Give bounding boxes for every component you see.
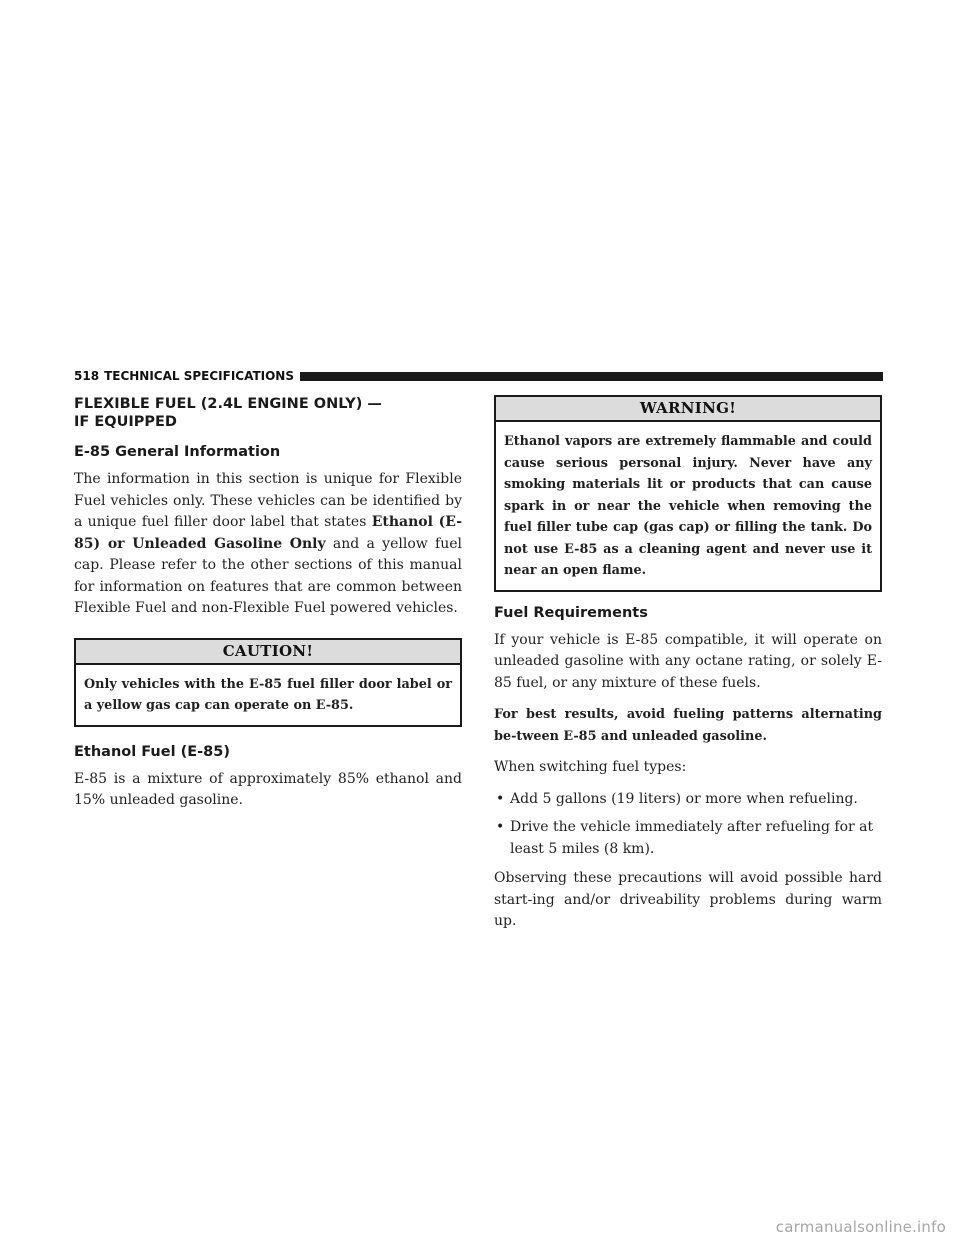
- switching-intro: When switching fuel types:: [494, 759, 687, 775]
- section-title-line2: IF EQUIPPED: [74, 414, 177, 430]
- fuel-requirements-heading: Fuel Requirements: [494, 604, 648, 621]
- ethanol-fuel-heading: Ethanol Fuel (E-85): [74, 743, 230, 760]
- page-number: 518: [74, 369, 100, 383]
- bullet-icon: •: [496, 819, 505, 835]
- bullet-text: Drive the vehicle immediately after refueling for at least 5 miles (8 km).: [510, 819, 874, 857]
- caution-text: Only vehicles with the E-85 fuel filler door label or a yellow gas cap can operate on E-85.: [84, 676, 452, 713]
- caution-title: CAUTION!: [76, 640, 460, 665]
- general-info-paragraph: [74, 469, 462, 620]
- bullet-text: Add 5 gallons (19 liters) or more when refueling.: [510, 790, 858, 807]
- watermark: carmanualsonline.info: [775, 1218, 946, 1236]
- warning-title: WARNING!: [496, 397, 880, 422]
- warning-text: Ethanol vapors are extremely flammable and could cause serious personal injury. Never have any smoking materials lit or products that can cause spark in or near the vehicle when removing the fuel filler tube cap (gas cap) or filling the tank. Do not use E-85 as a cleaning agent and never use it near an open flame.: [504, 434, 872, 578]
- general-info-text-1: The information in this section is unique for Flexible Fuel vehicles only. These vehicles can be identified by a unique fuel filler door label that states: [74, 471, 462, 530]
- general-info-heading: E-85 General Information: [74, 444, 281, 460]
- right-column: [494, 395, 882, 943]
- header-rule: [300, 372, 883, 381]
- section-name: TECHNICAL SPECIFICATIONS: [104, 369, 294, 383]
- list-item: [494, 817, 882, 860]
- ethanol-fuel-paragraph: E-85 is a mixture of approximately 85% ethanol and 15% unleaded gasoline.: [74, 770, 462, 808]
- general-info-text-2: and a yellow fuel cap. Please refer to the other sections of this manual for information on features that are common between Flexible Fuel and non-Flexible Fuel powered vehicles.: [74, 535, 462, 616]
- section-title-line1: FLEXIBLE FUEL (2.4L ENGINE ONLY) —: [74, 396, 382, 412]
- section-title: [74, 395, 462, 431]
- best-results-note: For best results, avoid fueling patterns alternating be-tween E-85 and unleaded gasoline.: [494, 707, 882, 744]
- left-column: [74, 395, 462, 822]
- closing-paragraph: Observing these precautions will avoid possible hard start-ing and/or driveability problems during warm up.: [494, 870, 882, 929]
- fuel-label-emphasis: Ethanol (E-85) or Unleaded Gasoline Only: [74, 514, 462, 552]
- list-item: [494, 789, 882, 811]
- warning-box: [494, 395, 882, 592]
- fuel-requirements-paragraph: If your vehicle is E-85 compatible, it will operate on unleaded gasoline with any octane rating, or solely E-85 fuel, or any mixture of these fuels.: [494, 631, 882, 691]
- caution-box: [74, 638, 462, 727]
- bullet-icon: •: [496, 790, 505, 807]
- switching-bullet-list: [494, 789, 882, 861]
- page-header: [74, 368, 883, 384]
